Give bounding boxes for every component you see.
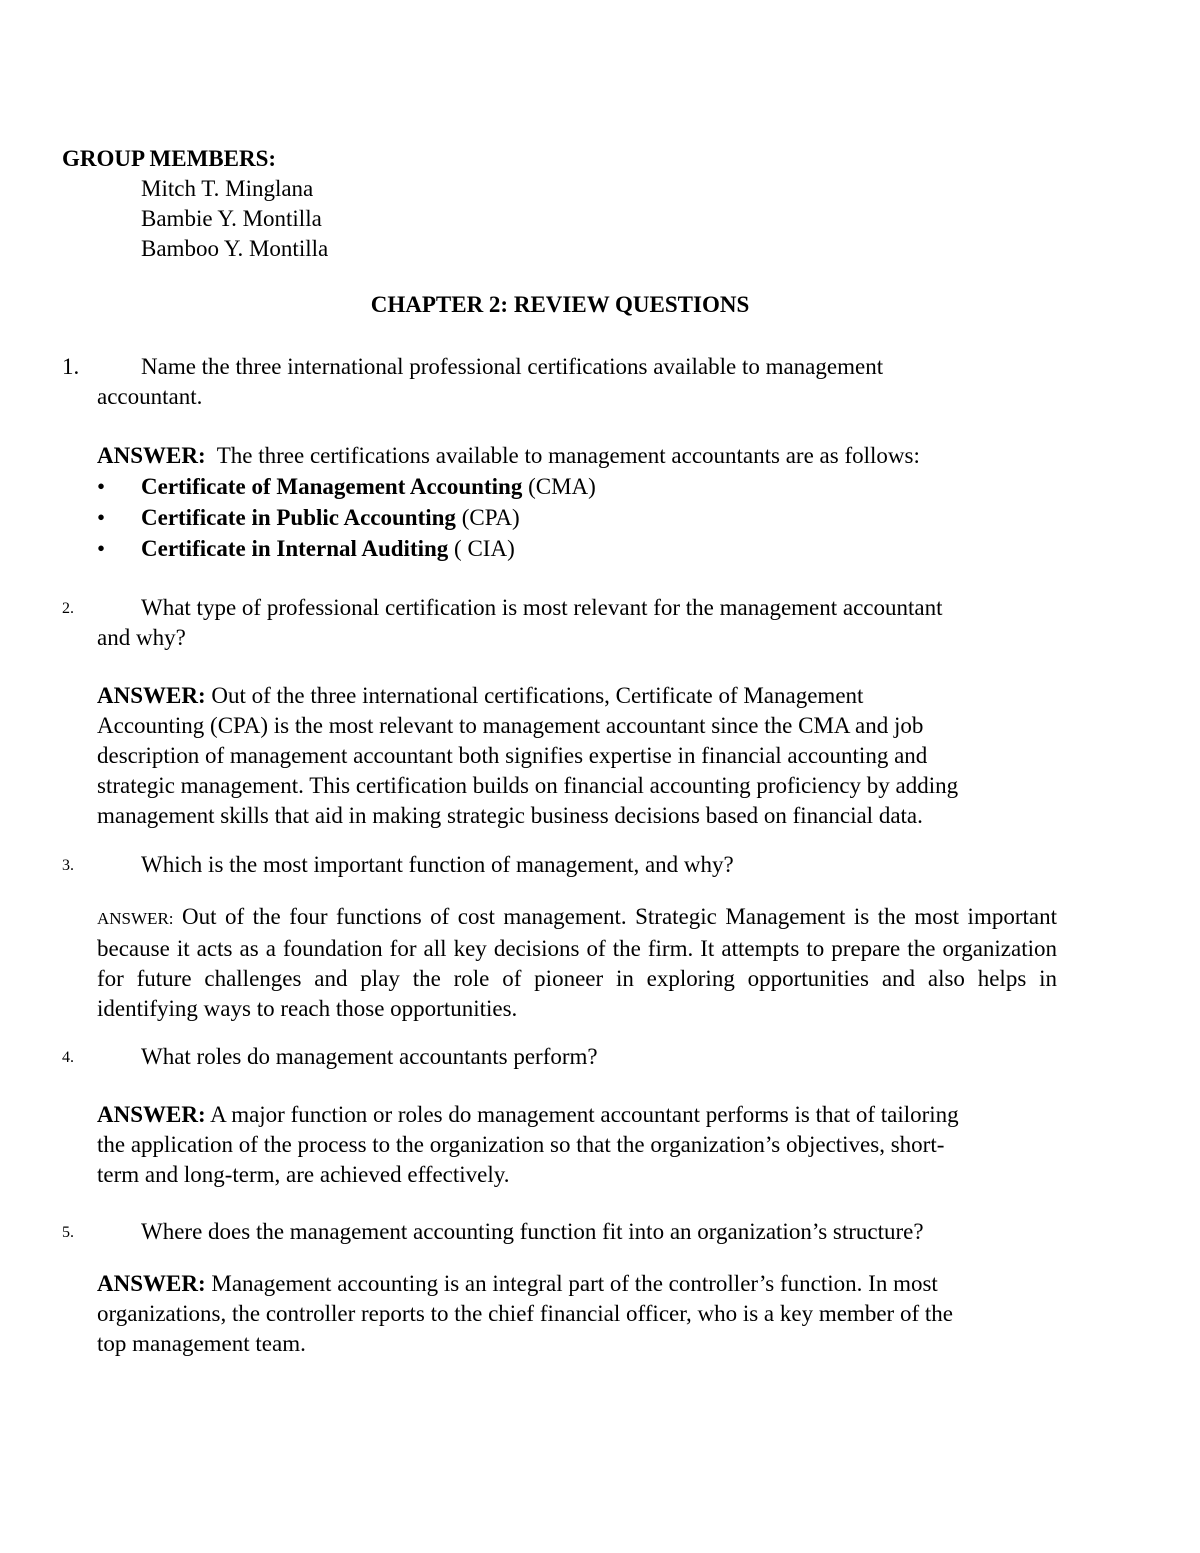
answer-paragraph [97, 1100, 1057, 1190]
question-number: 3. [62, 857, 74, 874]
certification-name: Certificate in Internal Auditing [141, 536, 449, 561]
certification-name: Certificate in Public Accounting [141, 505, 456, 530]
group-member: Bambie Y. Montilla [141, 206, 322, 231]
answer-text-line: term and long-term, are achieved effectively. [97, 1162, 510, 1187]
question-text-continued: and why? [97, 625, 186, 650]
question-text: What roles do management accountants perform? [141, 1044, 598, 1069]
bullet-icon: • [97, 474, 106, 499]
answer-text-line: organizations, the controller reports to the chief financial officer, who is a key member of the [97, 1301, 953, 1326]
bullet-icon: • [97, 505, 106, 530]
answer-paragraph [97, 441, 1057, 471]
answer-text-line: Management accounting is an integral part of the controller’s function. In most [205, 1271, 938, 1296]
answer-paragraph [97, 902, 1057, 1024]
answer-label: ANSWER: [97, 443, 206, 468]
group-member: Bamboo Y. Montilla [141, 236, 329, 261]
question-text: Which is the most important function of management, and why? [141, 852, 734, 877]
answer-text-line: the application of the process to the organization so that the organization’s objectives, short- [97, 1132, 945, 1157]
certification-abbr: (CMA) [522, 474, 596, 499]
answer-label: ANSWER: [97, 1102, 206, 1127]
answer-text-line: management skills that aid in making strategic business decisions based on financial data. [97, 803, 923, 828]
group-member: Mitch T. Minglana [141, 176, 314, 201]
answer-text-line: A major function or roles do management accountant performs is that of tailoring [205, 1102, 959, 1127]
question-text-continued: accountant. [97, 384, 203, 409]
chapter-title: CHAPTER 2: REVIEW QUESTIONS [370, 292, 750, 317]
answer-label: ANSWER: [97, 683, 206, 708]
certification-name: Certificate of Management Accounting [141, 474, 523, 499]
answer-paragraph [97, 681, 1057, 831]
question-number: 4. [62, 1049, 74, 1066]
certification-abbr: ( CIA) [448, 536, 515, 561]
answer-paragraph [97, 1269, 1057, 1359]
question-text: Name the three international professional certifications available to management [141, 354, 884, 379]
group-members-heading: GROUP MEMBERS: [62, 146, 277, 171]
question-text: What type of professional certification is most relevant for the management accountant [141, 595, 943, 620]
question-text: Where does the management accounting function fit into an organization’s structure? [141, 1219, 924, 1244]
answer-label: ANSWER: [97, 1271, 206, 1296]
bullet-icon: • [97, 536, 106, 561]
question-number: 2. [62, 600, 74, 617]
answer-text-line: top management team. [97, 1331, 306, 1356]
answer-text-line: description of management accountant both signifies expertise in financial accounting and [97, 743, 928, 768]
certification-abbr: (CPA) [455, 505, 520, 530]
answer-text: Out of the four functions of cost management. Strategic Management is the most important because it acts as a foundation for all key decisions of the firm. It attempts to prepare the organization for future challenges and play the role of pioneer in exploring opportunities and also helps in identifying ways to reach those opportunities. [97, 904, 1057, 1021]
answer-text-line: Out of the three international certifications, Certificate of Management [205, 683, 864, 708]
question-number: 1. [62, 354, 80, 379]
answer-text-line: strategic management. This certification builds on financial accounting proficiency by adding [97, 773, 959, 798]
answer-text-line: Accounting (CPA) is the most relevant to management accountant since the CMA and job [97, 713, 924, 738]
question-number: 5. [62, 1224, 74, 1241]
answer-text: The three certifications available to management accountants are as follows: [216, 443, 920, 468]
answer-label: ANSWER: [97, 909, 174, 928]
